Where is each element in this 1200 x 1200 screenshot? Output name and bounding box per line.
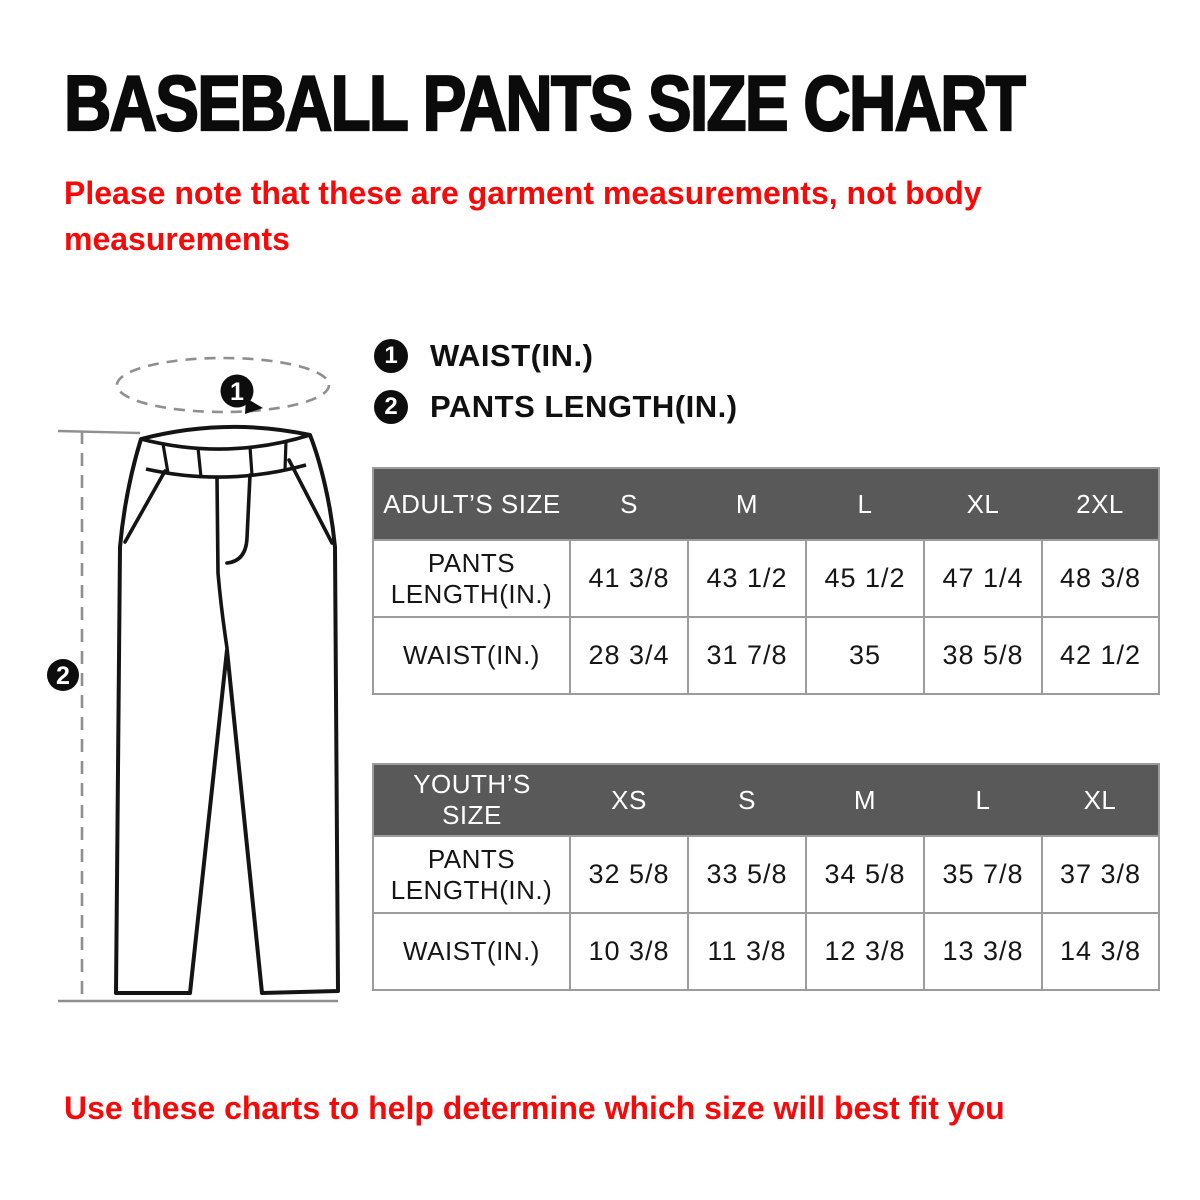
size-cell: 48 3/8 <box>1042 540 1159 617</box>
adult-header-row <box>373 468 1159 540</box>
column-header-l: L <box>924 764 1042 836</box>
pants-diagram <box>40 345 360 1015</box>
size-cell: 35 7/8 <box>924 836 1042 913</box>
row-label-pants-length: PANTS LENGTH(IN.) <box>373 540 570 617</box>
waist-marker-badge <box>221 375 254 408</box>
table-row-pants-length <box>373 540 1159 617</box>
youth-header-row <box>373 764 1159 836</box>
legend-item-pants-length <box>374 389 738 425</box>
row-label-pants-length: PANTS LENGTH(IN.) <box>373 836 570 913</box>
size-cell: 31 7/8 <box>688 617 806 694</box>
pants-outline <box>116 427 338 993</box>
size-cell: 33 5/8 <box>688 836 806 913</box>
column-header-m: M <box>688 468 806 540</box>
size-cell: 38 5/8 <box>924 617 1042 694</box>
table-row-waist <box>373 913 1159 990</box>
row-label-waist: WAIST(IN.) <box>373 913 570 990</box>
length-dimension-top-line <box>58 431 140 433</box>
size-cell: 11 3/8 <box>688 913 806 990</box>
column-header-s: S <box>688 764 806 836</box>
svg-text:2: 2 <box>56 662 70 690</box>
size-cell: 34 5/8 <box>806 836 924 913</box>
length-marker-badge <box>47 659 79 691</box>
column-header-xl: XL <box>1042 764 1159 836</box>
garment-measurement-note: Please note that these are garment measurements, not body measurements <box>64 175 982 257</box>
column-header-m: M <box>806 764 924 836</box>
size-cell: 14 3/8 <box>1042 913 1159 990</box>
measurement-legend <box>374 338 738 440</box>
size-cell: 10 3/8 <box>570 913 688 990</box>
svg-text:1: 1 <box>230 378 244 406</box>
waist-number-icon: 1 <box>374 339 408 373</box>
table-row-waist <box>373 617 1159 694</box>
column-header-2xl: 2XL <box>1042 468 1159 540</box>
column-header-l: L <box>806 468 924 540</box>
size-cell: 28 3/4 <box>570 617 688 694</box>
size-cell: 42 1/2 <box>1042 617 1159 694</box>
legend-item-waist <box>374 338 738 374</box>
youth-size-table <box>372 763 1160 991</box>
column-header-xl: XL <box>924 468 1042 540</box>
legend-label-waist: WAIST(IN.) <box>430 338 594 373</box>
column-header-xs: XS <box>570 764 688 836</box>
size-cell: 35 <box>806 617 924 694</box>
size-cell: 47 1/4 <box>924 540 1042 617</box>
size-cell: 12 3/8 <box>806 913 924 990</box>
legend-label-pants-length: PANTS LENGTH(IN.) <box>430 389 738 424</box>
youth-size-header: YOUTH’S SIZE <box>373 764 570 836</box>
size-cell: 32 5/8 <box>570 836 688 913</box>
adult-size-header: ADULT’S SIZE <box>373 468 570 540</box>
fit-advice-note: Use these charts to help determine which size will best fit you <box>64 1090 1005 1126</box>
column-header-s: S <box>570 468 688 540</box>
size-cell: 45 1/2 <box>806 540 924 617</box>
row-label-waist: WAIST(IN.) <box>373 617 570 694</box>
size-cell: 37 3/8 <box>1042 836 1159 913</box>
table-row-pants-length <box>373 836 1159 913</box>
page-title: BASEBALL PANTS SIZE CHART <box>64 59 1025 147</box>
adult-size-table <box>372 467 1160 695</box>
size-cell: 13 3/8 <box>924 913 1042 990</box>
size-cell: 41 3/8 <box>570 540 688 617</box>
length-number-icon: 2 <box>374 390 408 424</box>
size-cell: 43 1/2 <box>688 540 806 617</box>
